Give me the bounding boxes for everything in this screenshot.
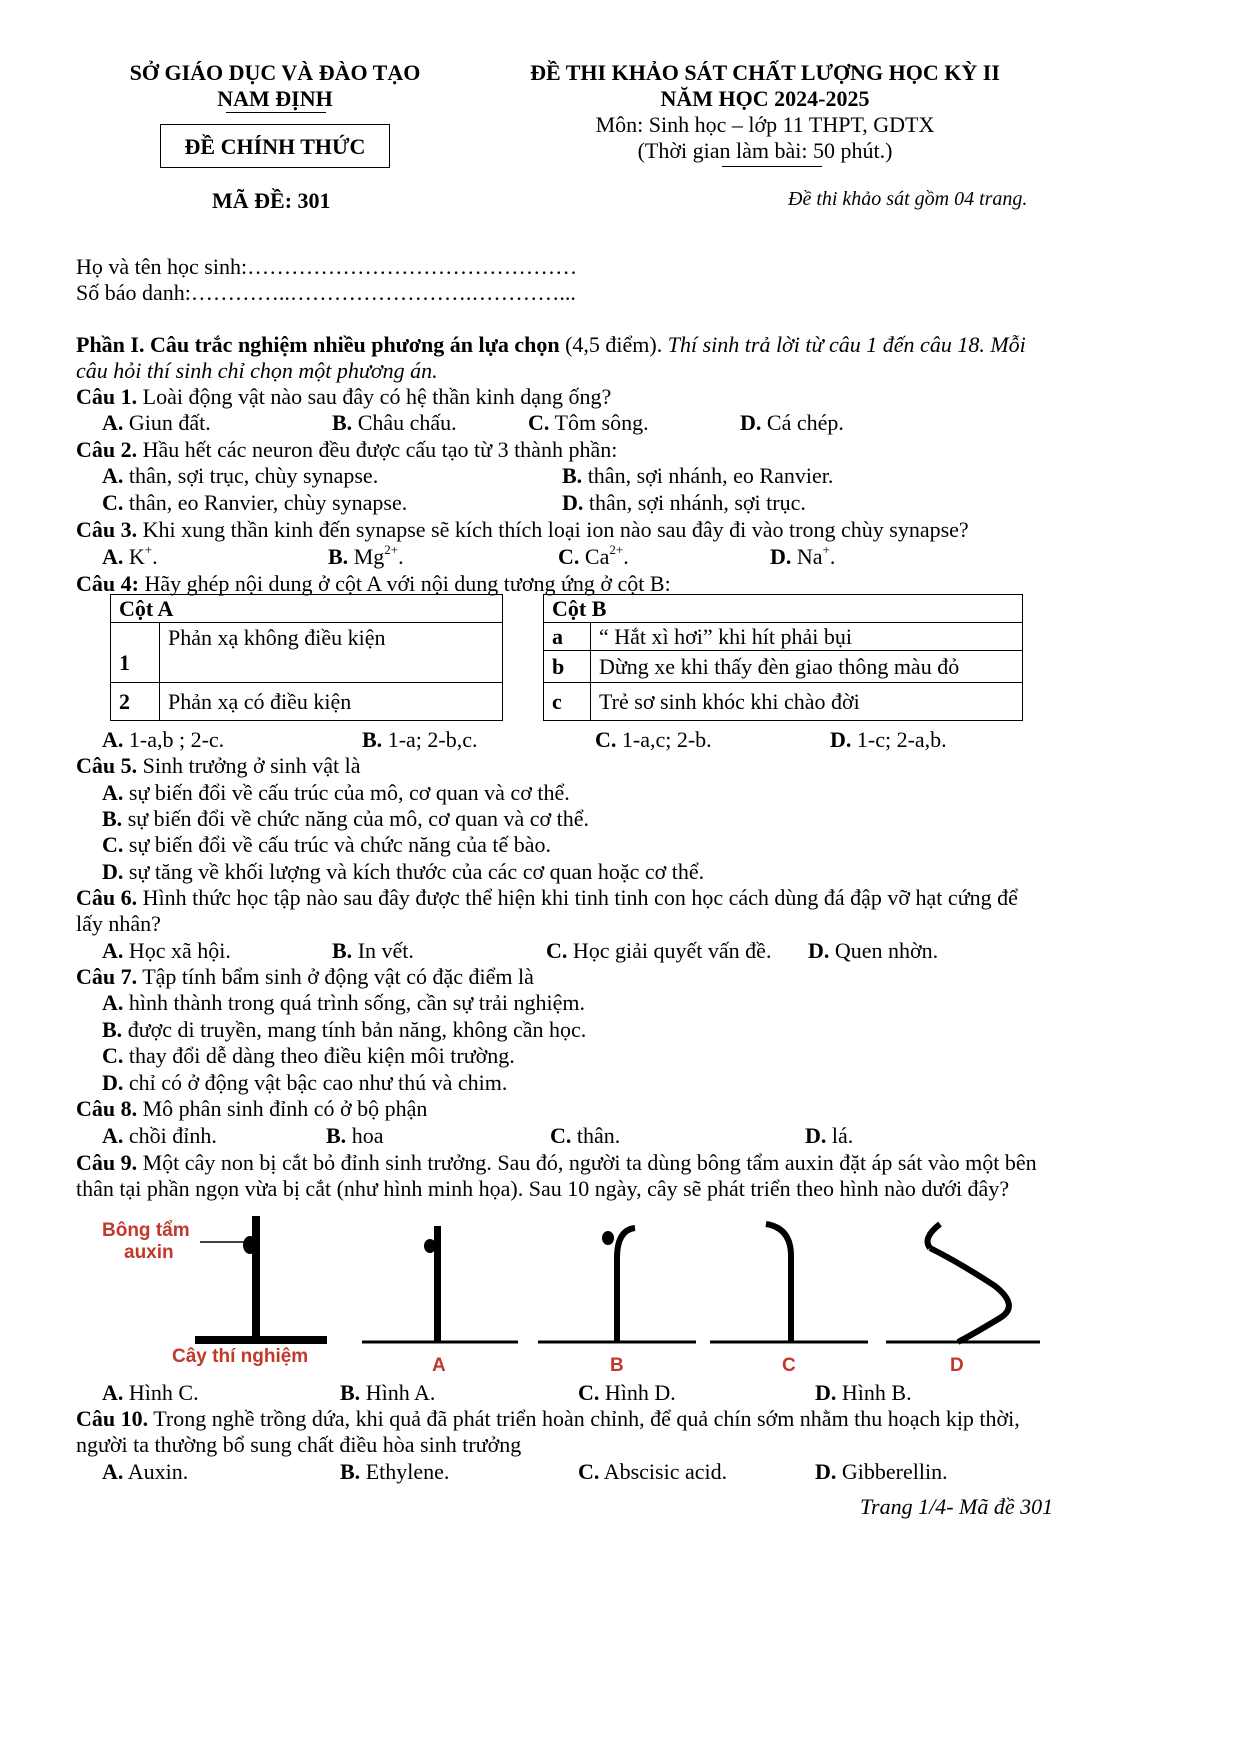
question-5 xyxy=(76,753,361,779)
q3-option-c[interactable]: C. $Ca^{2+}$. xyxy=(558,541,629,569)
q6-option-b[interactable]: B. In vết. xyxy=(332,938,414,963)
question-6-cont: lấy nhân? xyxy=(76,911,161,936)
question-9-cont: thân tại phần ngọn vừa bị cắt (như hình minh họa). Sau 10 ngày, cây sẽ phát triển theo hình nào dưới đây? xyxy=(76,1176,1010,1201)
question-7 xyxy=(76,964,534,990)
question-number: Câu 8. xyxy=(76,1096,138,1121)
column-b-item: “ Hắt xì hơi” khi hít phải bụi xyxy=(591,623,1023,651)
question-text: Hầu hết các neuron đều được cấu tạo từ 3 thành phần: xyxy=(137,437,618,462)
question-number: Câu 1. xyxy=(76,384,138,409)
column-b-item: Trẻ sơ sinh khóc khi chào đời xyxy=(591,683,1023,721)
question-9 xyxy=(76,1150,1037,1176)
q9-option-a[interactable]: A. Hình C. xyxy=(102,1380,199,1405)
duration-line: (Thời gian làm bài: 50 phút.) xyxy=(637,138,893,163)
q10-option-a[interactable]: A. Auxin. xyxy=(102,1459,189,1484)
cotton-icon xyxy=(602,1231,614,1245)
department-name: SỞ GIÁO DỤC VÀ ĐÀO TẠO xyxy=(129,60,421,85)
question-number: Câu 3. xyxy=(76,517,138,542)
figure-label-b: B xyxy=(610,1355,624,1376)
q3-option-d[interactable]: D. Na+. xyxy=(770,541,836,569)
part1-instruction: Thí sinh trả lời từ câu 1 đến câu 18. Mỗi xyxy=(667,332,1026,357)
q5-option-b[interactable]: B. sự biến đổi về chức năng của mô, cơ quan và cơ thể. xyxy=(102,806,589,831)
plant-stem xyxy=(252,1216,260,1340)
column-a-header: Cột A xyxy=(111,595,503,623)
plant-stem xyxy=(930,1248,1009,1342)
question-text: Mô phân sinh đỉnh có ở bộ phận xyxy=(137,1096,428,1121)
page-footer: Trang 1/4- Mã đề 301 xyxy=(860,1494,1054,1519)
q1-option-d[interactable]: D. Cá chép. xyxy=(740,410,844,435)
q8-option-a[interactable]: A. chồi đỉnh. xyxy=(102,1123,217,1148)
cotton-label: auxin xyxy=(124,1242,174,1263)
q10-option-c[interactable]: C. Abscisic acid. xyxy=(578,1459,728,1484)
divider xyxy=(226,112,326,113)
question-text: Tập tính bẩm sinh ở động vật có đặc điểm là xyxy=(137,964,534,989)
subject-line: Môn: Sinh học – lớp 11 THPT, GDTX xyxy=(595,112,935,137)
column-b-item: Dừng xe khi thấy đèn giao thông màu đỏ xyxy=(591,651,1023,683)
part1-instruction-cont: câu hỏi thí sinh chỉ chọn một phương án. xyxy=(76,358,438,383)
q3-option-b[interactable]: B. $Mg^{2+}$. xyxy=(328,541,404,569)
q4-option-a[interactable]: A. 1-a,b ; 2-c. xyxy=(102,727,225,752)
q1-option-a[interactable]: A. Giun đất. xyxy=(102,410,211,435)
q2-option-d[interactable]: D. thân, sợi nhánh, sợi trục. xyxy=(562,490,806,515)
question-10-cont: người ta thường bổ sung chất điều hòa sinh trưởng xyxy=(76,1432,522,1457)
q6-option-d[interactable]: D. Quen nhờn. xyxy=(808,938,939,963)
ground-line xyxy=(195,1336,327,1344)
part1-heading xyxy=(76,332,1026,358)
column-b-key: b xyxy=(544,651,591,683)
question-text: Hình thức học tập nào sau đây được thể hiện khi tinh tinh con học cách dùng đá đập vỡ hạt cứng để xyxy=(137,885,1018,910)
plant-growth-figure xyxy=(90,1208,1050,1378)
question-text: Trong nghề trồng dứa, khi quả đã phát triển hoàn chỉnh, để quả chín sớm nhằm thu hoạch kịp thời, xyxy=(148,1406,1020,1431)
student-id-field[interactable]: Số báo danh:…………..…………………….…………... xyxy=(76,280,576,305)
question-number: Câu 5. xyxy=(76,753,138,778)
q1-option-c[interactable]: C. Tôm sông. xyxy=(528,410,649,435)
q5-option-a[interactable]: A. sự biến đổi về cấu trúc của mô, cơ quan và cơ thể. xyxy=(102,780,570,805)
question-number: Câu 6. xyxy=(76,885,138,910)
column-a-table xyxy=(110,594,503,721)
school-year: NĂM HỌC 2024-2025 xyxy=(660,86,870,111)
plant-label: Cây thí nghiệm xyxy=(172,1346,309,1367)
column-b-header: Cột B xyxy=(544,595,1023,623)
question-3 xyxy=(76,517,969,543)
q9-option-c[interactable]: C. Hình D. xyxy=(578,1380,676,1405)
question-number: Câu 4: xyxy=(76,571,139,596)
question-text: Hãy ghép nội dung ở cột A với nội dung tương ứng ở cột B: xyxy=(138,571,671,596)
q5-option-d[interactable]: D. sự tăng về khối lượng và kích thước của các cơ quan hoặc cơ thể. xyxy=(102,859,705,884)
figure-label-d: D xyxy=(950,1355,964,1376)
cotton-label: Bông tẩm xyxy=(102,1220,190,1241)
official-label: ĐỀ CHÍNH THỨC xyxy=(184,134,366,159)
q7-option-c[interactable]: C. thay đổi dễ dàng theo điều kiện môi trường. xyxy=(102,1043,515,1068)
question-text: Một cây non bị cắt bỏ đỉnh sinh trưởng. Sau đó, người ta dùng bông tẩm auxin đặt áp sát vào một bên xyxy=(137,1150,1037,1175)
q8-option-b[interactable]: B. hoa xyxy=(326,1123,384,1148)
q1-option-b[interactable]: B. Châu chấu. xyxy=(332,410,457,435)
plant-stem xyxy=(617,1228,635,1342)
question-6 xyxy=(76,885,1018,911)
q9-option-d[interactable]: D. Hình B. xyxy=(815,1380,912,1405)
plant-tip xyxy=(928,1224,940,1248)
column-a-key: 1 xyxy=(111,623,160,683)
plant-stem xyxy=(766,1224,791,1342)
question-number: Câu 9. xyxy=(76,1150,138,1175)
column-b-table xyxy=(543,594,1023,721)
question-1 xyxy=(76,384,611,410)
question-number: Câu 10. xyxy=(76,1406,149,1431)
column-b-key: a xyxy=(544,623,591,651)
q4-option-c[interactable]: C. 1-a,c; 2-b. xyxy=(595,727,712,752)
question-text: Sinh trưởng ở sinh vật là xyxy=(137,753,361,778)
cotton-icon xyxy=(243,1236,257,1254)
question-8 xyxy=(76,1096,427,1122)
part1-points: (4,5 điểm). xyxy=(559,332,668,357)
cotton-icon xyxy=(424,1239,436,1253)
q3-option-a[interactable]: A. K+. xyxy=(102,541,158,569)
q4-option-d[interactable]: D. 1-c; 2-a,b. xyxy=(830,727,947,752)
pages-note: Đề thi khảo sát gồm 04 trang. xyxy=(788,188,1028,210)
question-10 xyxy=(76,1406,1020,1432)
q7-option-d[interactable]: D. chỉ có ở động vật bậc cao như thú và chim. xyxy=(102,1070,508,1095)
q5-option-c[interactable]: C. sự biến đổi về cấu trúc và chức năng của tế bào. xyxy=(102,832,552,857)
question-number: Câu 7. xyxy=(76,964,138,989)
column-a-key: 2 xyxy=(111,683,160,721)
q4-option-b[interactable]: B. 1-a; 2-b,c. xyxy=(362,727,478,752)
column-a-item: Phản xạ có điều kiện xyxy=(160,683,503,721)
q6-option-c[interactable]: C. Học giải quyết vấn đề. xyxy=(546,938,772,963)
student-name-field[interactable]: Họ và tên học sinh:……………………………………… xyxy=(76,254,578,279)
q10-option-d[interactable]: D. Gibberellin. xyxy=(815,1459,948,1484)
q2-option-b[interactable]: B. thân, sợi nhánh, eo Ranvier. xyxy=(562,463,834,488)
province-name: NAM ĐỊNH xyxy=(217,86,333,111)
divider xyxy=(722,166,822,167)
q7-option-b[interactable]: B. được di truyền, mang tính bản năng, không cần học. xyxy=(102,1017,587,1042)
exam-code: MÃ ĐỀ: 301 xyxy=(212,188,331,213)
q2-option-a[interactable]: A. thân, sợi trục, chùy synapse. xyxy=(102,463,379,488)
q7-option-a[interactable]: A. hình thành trong quá trình sống, cần sự trải nghiệm. xyxy=(102,990,586,1015)
question-text: Khi xung thần kinh đến synapse sẽ kích thích loại ion nào sau đây đi vào trong chùy synapse? xyxy=(137,517,969,542)
column-a-item: Phản xạ không điều kiện xyxy=(160,623,503,683)
q8-option-c[interactable]: C. thân. xyxy=(550,1123,621,1148)
q9-option-b[interactable]: B. Hình A. xyxy=(340,1380,436,1405)
column-b-key: c xyxy=(544,683,591,721)
exam-title: ĐỀ THI KHẢO SÁT CHẤT LƯỢNG HỌC KỲ II xyxy=(530,60,1000,85)
question-text: Loài động vật nào sau đây có hệ thần kinh dạng ống? xyxy=(137,384,612,409)
q2-option-c[interactable]: C. thân, eo Ranvier, chùy synapse. xyxy=(102,490,408,515)
figure-label-a: A xyxy=(432,1355,446,1376)
question-number: Câu 2. xyxy=(76,437,138,462)
part1-title: Phần I. Câu trắc nghiệm nhiều phương án lựa chọn xyxy=(76,332,560,357)
q6-option-a[interactable]: A. Học xã hội. xyxy=(102,938,231,963)
q8-option-d[interactable]: D. lá. xyxy=(805,1123,854,1148)
q10-option-b[interactable]: B. Ethylene. xyxy=(340,1459,450,1484)
question-2 xyxy=(76,437,617,463)
figure-label-c: C xyxy=(782,1355,796,1376)
